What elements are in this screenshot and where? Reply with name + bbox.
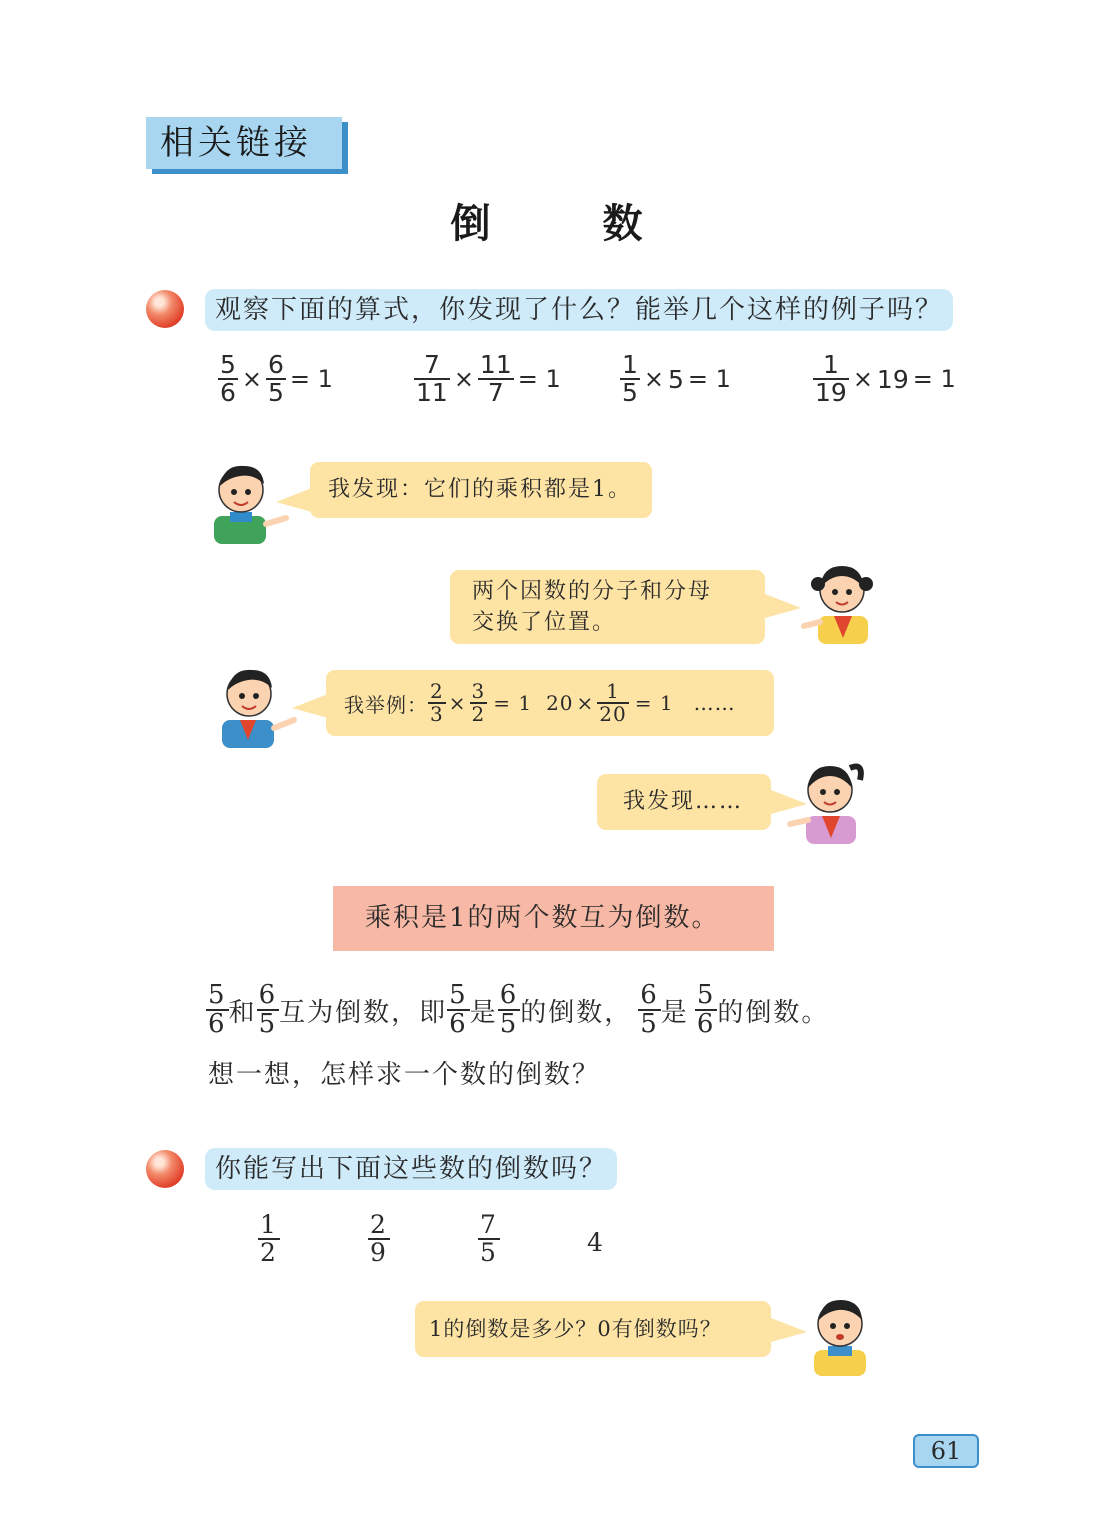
bullet-ball-icon (146, 1150, 184, 1188)
section-label: 相关链接 (146, 117, 342, 169)
equation-4: $\frac{1}{19}$ × 19 = 1 (815, 350, 956, 408)
fraction: $\frac{1}{19}$ (815, 350, 847, 408)
bubble-2-line-2: 交换了位置。 (472, 610, 617, 635)
fraction: $\frac{6}{5}$ (640, 980, 659, 1040)
fraction: $\frac{3}{2}$ (471, 679, 486, 726)
boy-illustration (806, 1294, 876, 1376)
fraction: $\frac{1}{5}$ (622, 350, 638, 408)
fraction: $\frac{5}{6}$ (696, 980, 716, 1040)
bubble-tail (765, 594, 801, 618)
bubble-tail (276, 488, 312, 512)
bubble-tail (771, 1318, 807, 1342)
explanation-line: $\frac{5}{6}$ 和 $\frac{6}{5}$ 互为倒数，即 $\frac{5}{6}$ 是 $\frac{6}{5}$ 的倒数， $\frac{6}{5}$ 是 $\frac{5}{6}$ 的倒数。 (208, 980, 830, 1040)
bullet-ball-icon (146, 290, 184, 328)
equation-3: $\frac{1}{5}$ × 5 = 1 (622, 350, 731, 408)
fraction: $\frac{7}{11}$ (416, 350, 448, 408)
think-question: 想一想，怎样求一个数的倒数？ (208, 1060, 601, 1090)
speech-bubble-4: 我发现…… (597, 774, 771, 830)
fraction: $\frac{2}{9}$ (370, 1210, 388, 1268)
bubble-2-line-1: 两个因数的分子和分母 (472, 579, 713, 604)
fraction: $\frac{7}{5}$ (480, 1210, 498, 1268)
fraction: $\frac{6}{5}$ (499, 980, 519, 1040)
fraction: $\frac{6}{5}$ (268, 350, 284, 408)
bubble-tail (292, 694, 328, 718)
reciprocal-item-1 (258, 1212, 280, 1267)
fraction: $\frac{1}{2}$ (260, 1210, 278, 1268)
fraction: $\frac{1}{20}$ (599, 679, 627, 726)
equation-1: $\frac{5}{6}$ × $\frac{6}{5}$ = 1 (220, 350, 333, 408)
question-1-prompt: 观察下面的算式，你发现了什么？能举几个这样的例子吗？ (205, 289, 953, 331)
speech-bubble-2 (450, 570, 765, 644)
fraction: $\frac{2}{3}$ (430, 679, 444, 726)
reciprocal-item-4: 4 (587, 1228, 605, 1257)
fraction: $\frac{6}{5}$ (258, 980, 278, 1040)
page-number: 61 (913, 1434, 979, 1468)
girl-illustration (784, 758, 866, 844)
fraction: $\frac{5}{6}$ (208, 980, 227, 1040)
girl-illustration (798, 558, 878, 644)
fraction: $\frac{5}{6}$ (449, 980, 468, 1040)
equation-2: $\frac{7}{11}$ × $\frac{11}{7}$ = 1 (416, 350, 561, 408)
speech-bubble-3: 我举例： $\frac{2}{3}$ × $\frac{3}{2}$ = 1 20 × $\frac{1}{20}$ = 1 …… (326, 670, 774, 736)
page-title: 倒 数 (450, 201, 679, 247)
boy-illustration (218, 662, 300, 748)
question-2-prompt: 你能写出下面这些数的倒数吗？ (205, 1148, 617, 1190)
fraction: $\frac{11}{7}$ (479, 350, 512, 408)
definition-box: 乘积是1的两个数互为倒数。 (333, 886, 774, 951)
speech-bubble-5: 1的倒数是多少？0有倒数吗？ (415, 1301, 771, 1357)
fraction: $\frac{5}{6}$ (220, 350, 236, 408)
reciprocal-item-2 (368, 1212, 390, 1267)
speech-bubble-1: 我发现：它们的乘积都是1。 (310, 462, 652, 518)
reciprocal-item-3 (478, 1212, 500, 1267)
